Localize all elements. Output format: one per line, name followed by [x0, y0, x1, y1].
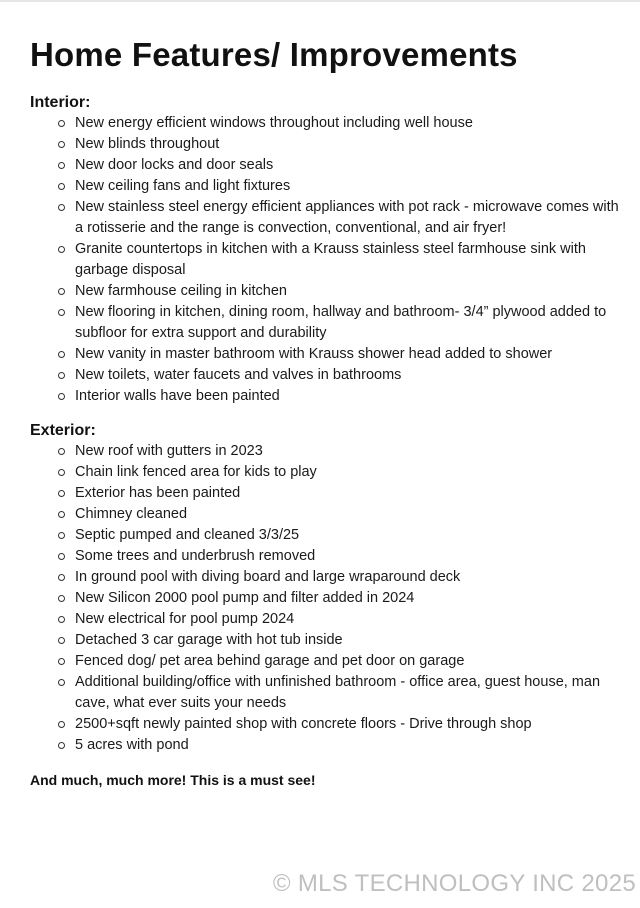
circle-bullet-icon [58, 532, 65, 539]
list-item [30, 344, 620, 365]
circle-bullet-icon [58, 309, 65, 316]
list-item-text: New stainless steel energy efficient appliances with pot rack - microwave comes with a rotisserie and the range is convection, conventional, and air fryer! [75, 199, 619, 236]
circle-bullet-icon [58, 721, 65, 728]
list-item [30, 525, 620, 546]
list-item [30, 588, 620, 609]
circle-bullet-icon [58, 162, 65, 169]
list-item [30, 504, 620, 525]
list-item-text: New energy efficient windows throughout including well house [75, 115, 473, 131]
list-item [30, 176, 620, 197]
circle-bullet-icon [58, 288, 65, 295]
exterior-heading: Exterior: [30, 422, 96, 439]
interior-list [30, 113, 620, 407]
list-item-text: Chain link fenced area for kids to play [75, 464, 317, 480]
circle-bullet-icon [58, 553, 65, 560]
list-item-text: Some trees and underbrush removed [75, 548, 316, 564]
circle-bullet-icon [58, 372, 65, 379]
list-item-text: 5 acres with pond [75, 737, 189, 753]
circle-bullet-icon [58, 183, 65, 190]
list-item-text: Chimney cleaned [75, 506, 188, 522]
list-item-text: New blinds throughout [75, 136, 220, 152]
list-item [30, 483, 620, 504]
interior-heading: Interior: [30, 94, 91, 111]
list-item-text: Detached 3 car garage with hot tub inside [75, 632, 343, 648]
list-item [30, 735, 620, 756]
circle-bullet-icon [58, 120, 65, 127]
top-divider [0, 0, 640, 2]
page-title: Home Features/ Improvements [30, 36, 518, 73]
circle-bullet-icon [58, 246, 65, 253]
list-item [30, 386, 620, 407]
list-item [30, 281, 620, 302]
list-item-text: New electrical for pool pump 2024 [75, 611, 295, 627]
circle-bullet-icon [58, 637, 65, 644]
list-item-text: New ceiling fans and light fixtures [75, 178, 291, 194]
list-item-text: Granite countertops in kitchen with a Krauss stainless steel farmhouse sink with garbage disposal [75, 241, 586, 278]
circle-bullet-icon [58, 595, 65, 602]
circle-bullet-icon [58, 469, 65, 476]
circle-bullet-icon [58, 393, 65, 400]
circle-bullet-icon [58, 141, 65, 148]
list-item [30, 197, 620, 239]
copyright-watermark: © MLS TECHNOLOGY INC 2025 [272, 870, 636, 897]
list-item [30, 651, 620, 672]
list-item [30, 239, 620, 281]
list-item-text: New vanity in master bathroom with Krauss shower head added to shower [75, 346, 553, 362]
list-item-text: New farmhouse ceiling in kitchen [75, 283, 287, 299]
list-item [30, 609, 620, 630]
list-item [30, 714, 620, 735]
list-item [30, 441, 620, 462]
list-item-text: New toilets, water faucets and valves in bathrooms [75, 367, 402, 383]
circle-bullet-icon [58, 574, 65, 581]
list-item [30, 155, 620, 176]
list-item [30, 302, 620, 344]
closing-statement: And much, much more! This is a must see! [30, 772, 316, 788]
circle-bullet-icon [58, 448, 65, 455]
list-item-text: Exterior has been painted [75, 485, 241, 501]
list-item [30, 113, 620, 134]
list-item-text: Septic pumped and cleaned 3/3/25 [75, 527, 300, 543]
list-item-text: New flooring in kitchen, dining room, hallway and bathroom- 3/4” plywood added to subfloor for extra support and durability [75, 304, 607, 341]
list-item-text: 2500+sqft newly painted shop with concrete floors - Drive through shop [75, 716, 532, 732]
list-item [30, 546, 620, 567]
list-item-text: New Silicon 2000 pool pump and filter added in 2024 [75, 590, 415, 606]
list-item-text: New roof with gutters in 2023 [75, 443, 263, 459]
circle-bullet-icon [58, 511, 65, 518]
list-item [30, 134, 620, 155]
exterior-list [30, 441, 620, 756]
list-item-text: Fenced dog/ pet area behind garage and pet door on garage [75, 653, 465, 669]
feature-sheet [30, 34, 620, 789]
circle-bullet-icon [58, 204, 65, 211]
list-item-text: New door locks and door seals [75, 157, 274, 173]
list-item [30, 567, 620, 588]
list-item [30, 462, 620, 483]
circle-bullet-icon [58, 658, 65, 665]
circle-bullet-icon [58, 679, 65, 686]
circle-bullet-icon [58, 351, 65, 358]
list-item-text: Additional building/office with unfinished bathroom - office area, guest house, man cave, what ever suits your needs [75, 674, 601, 711]
list-item [30, 365, 620, 386]
circle-bullet-icon [58, 616, 65, 623]
list-item [30, 672, 620, 714]
list-item-text: In ground pool with diving board and large wraparound deck [75, 569, 461, 585]
circle-bullet-icon [58, 742, 65, 749]
list-item [30, 630, 620, 651]
circle-bullet-icon [58, 490, 65, 497]
list-item-text: Interior walls have been painted [75, 388, 280, 404]
